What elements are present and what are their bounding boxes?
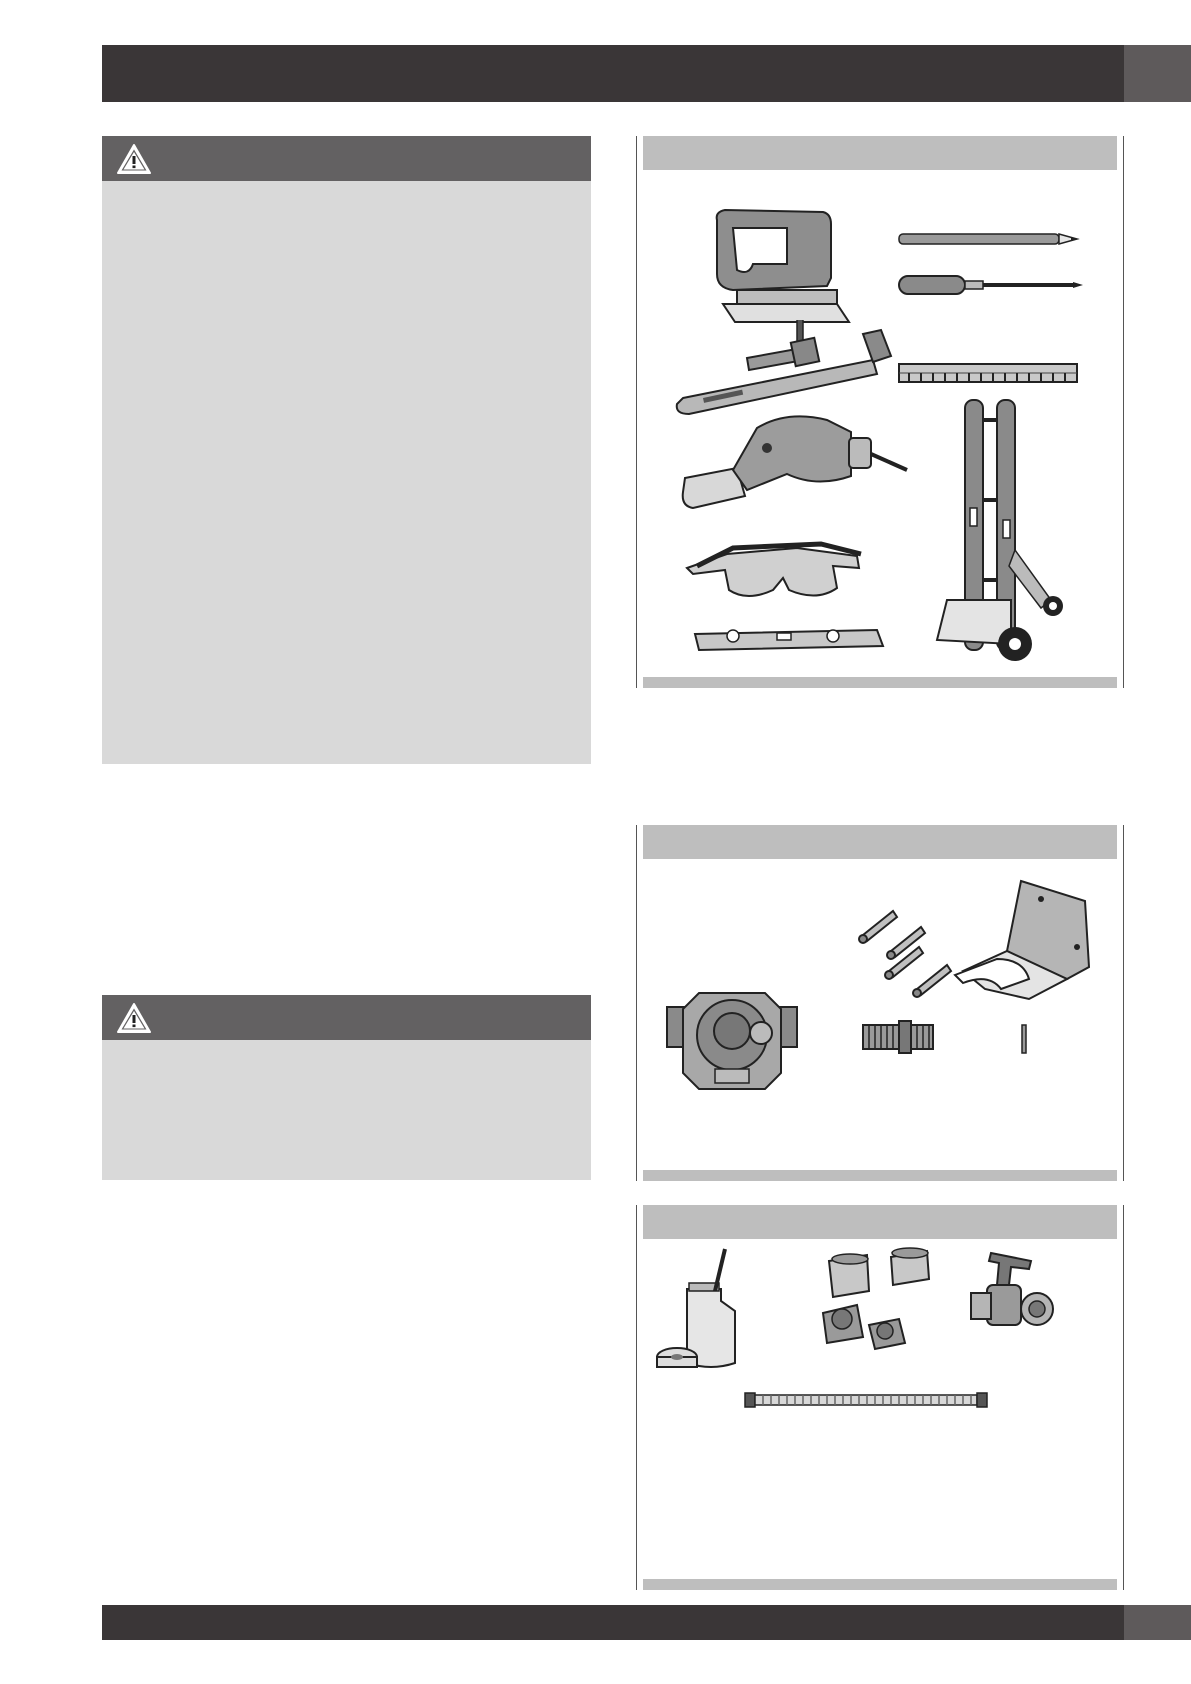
parts-panel <box>636 825 1124 1181</box>
flex-gas-line-icon <box>745 1393 987 1407</box>
warning-body <box>102 1040 591 1180</box>
body-text-middle <box>102 800 591 980</box>
parts-illustration <box>637 859 1123 1169</box>
gas-regulator-icon <box>667 993 797 1089</box>
pipe-sealant-icon <box>657 1249 735 1367</box>
tools-illustration <box>637 170 1123 676</box>
page-footer-tab <box>1124 1605 1191 1640</box>
jigsaw-icon <box>717 210 849 356</box>
panel-header <box>643 825 1117 859</box>
wall-anchors-icon <box>859 911 951 997</box>
panel-footer <box>643 1170 1117 1181</box>
pipe-fittings-icon <box>823 1248 929 1349</box>
page-header-bar <box>102 45 1124 102</box>
warning-box-top <box>102 136 591 764</box>
shutoff-valve-icon <box>971 1253 1053 1325</box>
warning-box-bottom <box>102 995 591 1180</box>
warning-header <box>102 136 591 181</box>
supplies-illustration <box>637 1239 1123 1579</box>
warning-triangle-icon <box>116 1002 152 1034</box>
warning-text <box>102 181 591 209</box>
supplies-panel <box>636 1205 1124 1590</box>
warning-text <box>102 1040 591 1068</box>
warning-header <box>102 995 591 1040</box>
anti-tip-bracket-icon <box>955 881 1089 999</box>
body-text-bottom <box>102 1200 591 1580</box>
panel-header <box>643 136 1117 170</box>
tape-measure-icon <box>899 364 1077 382</box>
panel-footer <box>643 1579 1117 1590</box>
safety-glasses-icon <box>687 544 861 596</box>
pipe-nipple-icon <box>863 1021 933 1053</box>
warning-triangle-icon <box>116 143 152 175</box>
panel-header <box>643 1205 1117 1239</box>
drill-icon <box>683 416 907 508</box>
level-icon <box>695 630 883 650</box>
screwdriver-icon <box>899 276 1083 294</box>
pipe-wrench-icon <box>677 330 891 414</box>
page-header-tab <box>1124 45 1191 102</box>
pin-icon <box>1022 1025 1026 1053</box>
hand-truck-icon <box>937 400 1063 661</box>
tools-panel <box>636 136 1124 688</box>
pencil-icon <box>899 234 1079 244</box>
panel-footer <box>643 677 1117 688</box>
page-footer-bar <box>102 1605 1124 1640</box>
warning-body <box>102 181 591 764</box>
